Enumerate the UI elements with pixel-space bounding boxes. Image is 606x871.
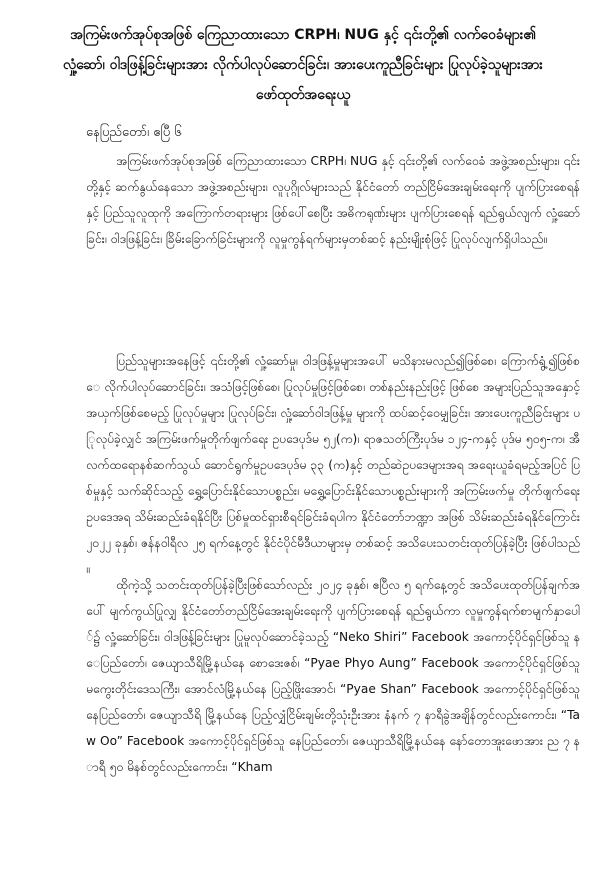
- document-title: အကြမ်းဖက်အုပ်စုအဖြစ် ကြေညာထားသော CRPH၊ NUG နှင့် ၎င်းတို့၏ လက်ဝေခံများ၏ လှုံ့ဆော်၊ ဝါဒဖြန့်ခြင်းများအား လိုက်ပါလုပ်ဆောင်ခြင်း၊ အားပေးကူညီခြင်းများ ပြုလုပ်ခဲ့သူများအား ဖော်ထုတ်အရေးယူ: [63, 27, 543, 103]
- dateline: နေပြည်တော်၊ ဧပြီ ၆: [86, 125, 182, 140]
- paragraph-2: ပြည်သူများအနေဖြင့် ၎င်းတို့၏ လှုံ့ဆော်မှု၊ ဝါဒဖြန့်မှုများအပေါ် မသိနားမလည်၍ဖြစ်စေ၊ ကြောက်ရွံ့၍ဖြစ်စေ လိုက်ပါလုပ်ဆောင်ခြင်း၊ အသံဖြင့်ဖြစ်စေ၊ ပြုလုပ်မှုဖြင့်ဖြစ်စေ၊ တစ်နည်းနည်းဖြင့် ဖြစ်စေ အများပြည်သူအနှောင့်အယှက်ဖြစ်စေမည့် ပြုလုပ်မှုများ ပြုလုပ်ခြင်း၊ လှုံ့ဆော်ဝါဒဖြန့်မှု များကို ထပ်ဆင့်ဝေမျှခြင်း၊ အားပေးကူညီခြင်းများ ပြုလုပ်ခဲ့လျှင် အကြမ်းဖက်မှုတိုက်ဖျက်ရေး ဥပဒေပုဒ်မ ၅၂(က)၊ ရာဇသတ်ကြီးပုဒ်မ ၁၂၄-ကနှင့် ပုဒ်မ ၅၀၅-က၊ အီလက်ထရောနစ်ဆက်သွယ် ဆောင်ရွက်မှုဥပဒေပုဒ်မ ၃၃ (က)နှင့် တည်ဆဲဥပဒေများအရ အရေးယူခံရမည့်အပြင် ပြစ်မှုနှင့် သက်ဆိုင်သည့် ရွှေ့ပြောင်းနိုင်သောပစ္စည်း၊ မရွှေ့ပြောင်းနိုင်သောပစ္စည်းများကို အကြမ်းဖက်မှု တိုက်ဖျက်ရေးဥပဒေအရ သိမ်းဆည်းခံရနိုင်ပြီး ပြစ်မှုထင်ရှားစီရင်ခြင်းခံရပါက နိုင်ငံတော်ဘဏ္ဍာ အဖြစ် သိမ်းဆည်းခံရနိုင်ကြောင်း ၂၀၂၂ ခုနှစ်၊ ဇန်နဝါရီလ ၂၅ ရက်နေ့တွင် နိုင်ငံပိုင်မီဒီယာများမှ တစ်ဆင့် အသိပေးသတင်းထုတ်ပြန်ခဲ့ပြီး ဖြစ်ပါသည်။: [86, 354, 580, 576]
- paragraph-1: အကြမ်းဖက်အုပ်စုအဖြစ် ကြေညာထားသော CRPH၊ NUG နှင့် ၎င်းတို့၏ လက်ဝေခံ အဖွဲ့အစည်းများ၊ ၎င်းတို့နှင့် ဆက်နွယ်နေသော အဖွဲ့အစည်းများ၊ လူပုဂ္ဂိုလ်များသည် နိုင်ငံတော် တည်ငြိမ်အေးချမ်းရေးကို ပျက်ပြားစေရန်နှင့် ပြည်သူလူထုကို အကြောက်တရားများ ဖြစ်ပေါ်စေပြီး အဓိကရုဏ်းများ ပျက်ပြားစေရန် ရည်ရွယ်လျက် လှုံ့ဆော်ခြင်း၊ ဝါဒဖြန့်ခြင်း၊ ခြိမ်းခြောက်ခြင်းများကို လူမှုကွန်ရက်များမှတစ်ဆင့် နည်းမျိုးစုံဖြင့် ပြုလုပ်လျက်ရှိပါသည်။: [86, 154, 580, 246]
- paragraph-3: ထိုကဲ့သို့ သတင်းထုတ်ပြန်ခဲ့ပြီးဖြစ်သော်လည်း ၂၀၂၄ ခုနှစ်၊ ဧပြီလ ၅ ရက်နေ့တွင် အသိပေးထုတ်ပြန်ချက်အပေါ် မျက်ကွယ်ပြုလျှ နိုင်ငံတော်တည်ငြိမ်အေးချမ်းရေးကို ပျက်ပြားစေရန် ရည်ရွယ်ကာ လူမှုကွန်ရက်စာမျက်နှာပေါ်၌ လှုံ့ဆော်ခြင်း၊ ဝါဒဖြန့်ခြင်းများ ပြုမူလုပ်ဆောင်ခဲ့သည့် “Neko Shiri” Facebook အကောင့်ပိုင်ရှင်ဖြစ်သူ နေပြည်တော်၊ ဇေယျာသီရိမြို့နယ်နေ စောဒေးဇစ်၊ “Pyae Phyo Aung” Facebook အကောင့်ပိုင်ရှင်ဖြစ်သူ မကွေးတိုင်းဒေသကြီး၊ အောင်လံမြို့နယ်နေ ပြည့်ဖြိုးအောင်၊ “Pyae Shan” Facebook အကောင့်ပိုင်ရှင်ဖြစ်သူ နေပြည်တော်၊ ဇေယျာသီရိ မြို့နယ်နေ ပြည့်လျှံငြိမ်းချမ်းတို့သုံးဦးအား နံနက် ၇ နာရီခွဲအချိန်တွင်လည်းကောင်း၊ “Taw Oo” Facebook အကောင့်ပိုင်ရှင်ဖြစ်သူ နေပြည်တော်၊ ဇေယျာသီရိမြို့နယ်နေ နော်တောအူးဖောအား ည ၇ နာရီ ၅၀ မိနစ်တွင်လည်းကောင်း၊ “Kham: [86, 578, 580, 774]
